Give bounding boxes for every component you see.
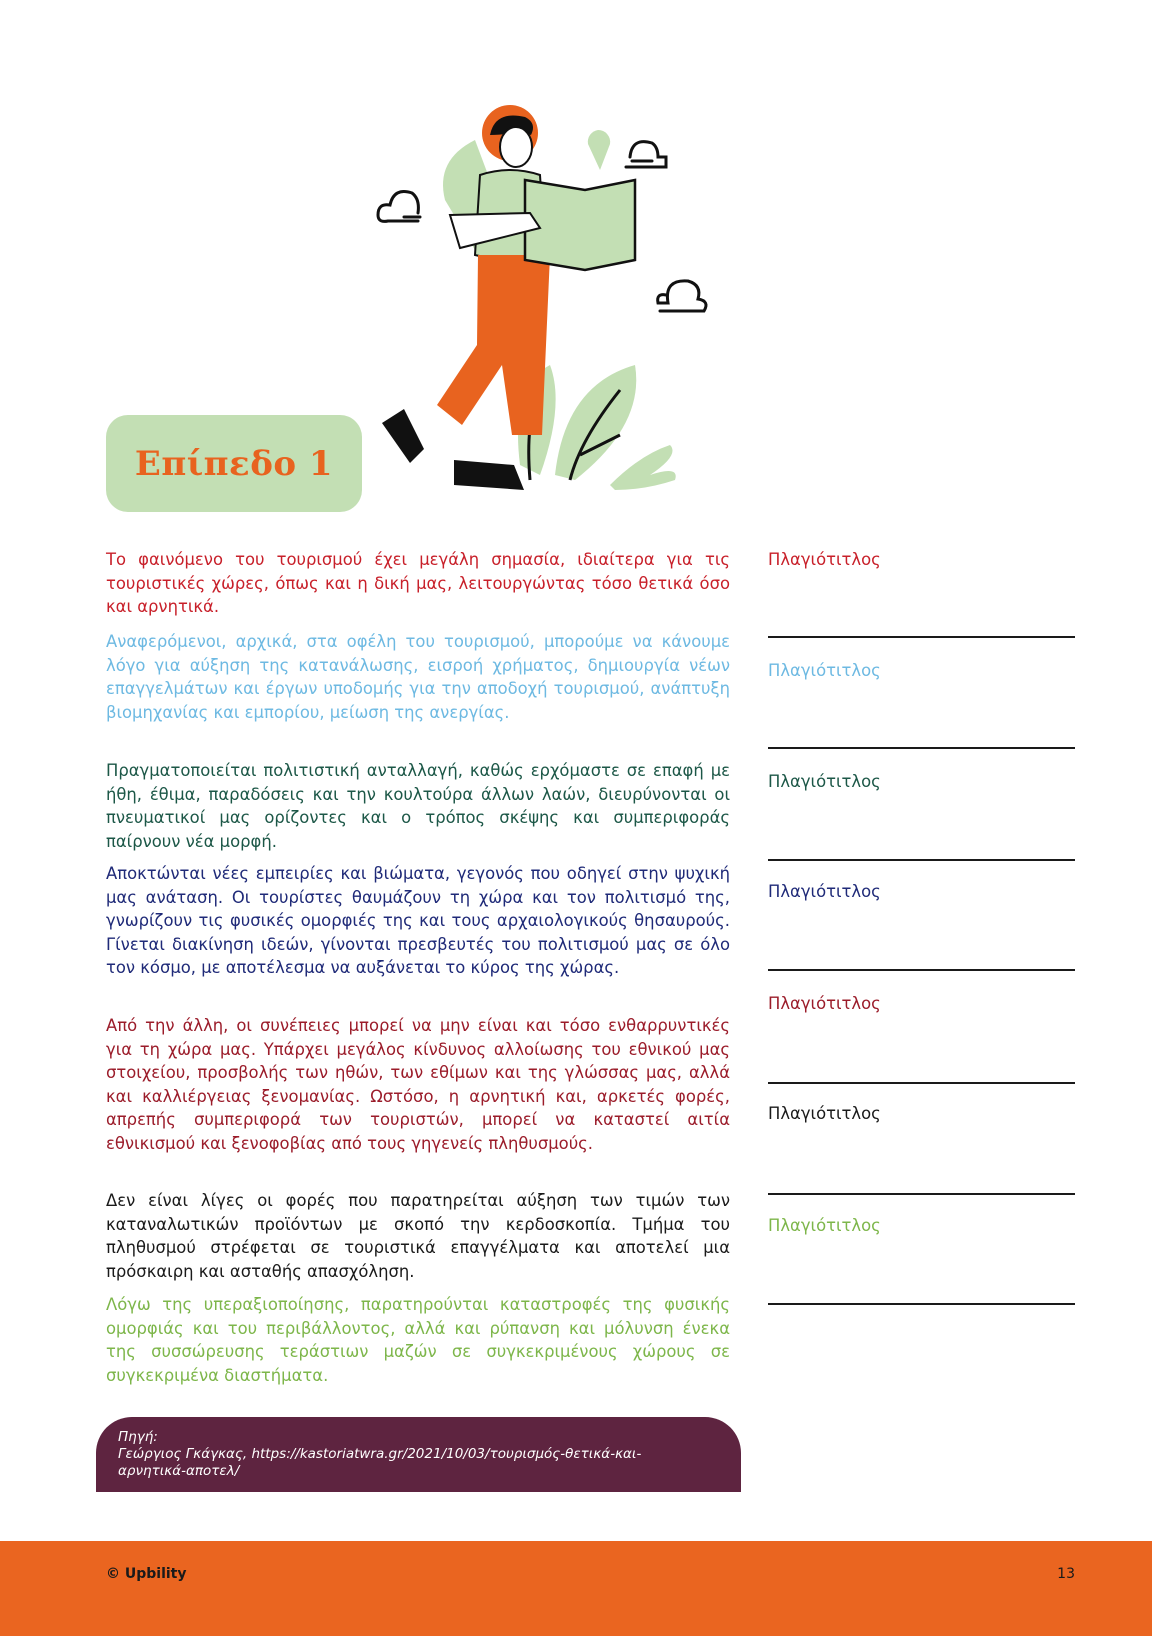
paragraph [106, 862, 730, 980]
sidebar-heading: Πλαγιότιτλος [768, 1216, 881, 1235]
paragraph-text: Αποκτώνται νέες εμπειρίες και βιώματα, γεγονός που οδηγεί στην ψυχική μας ανάταση. Οι τουρίστες θαυμάζουν τη χώρα και τον πολιτισμό της, γνωρίζουν τις φυσικές ομορφιές της και τους αρχαιολογικούς θησαυρούς. Γίνεται διακίνηση ιδεών, γίνονται πρεσβευτές του πολιτισμού μας σε όλο τον κόσμο, με αποτέλεσμα να αυξάνεται το κύρος της χώρας. [106, 864, 730, 978]
divider [768, 1193, 1075, 1195]
source-box [96, 1417, 741, 1492]
source-label: Πηγή: [118, 1429, 158, 1445]
paragraph [106, 548, 730, 619]
page-number: 13 [1057, 1566, 1075, 1582]
divider [768, 859, 1075, 861]
divider [768, 1303, 1075, 1305]
cloud-icon [626, 142, 666, 167]
sidebar-heading: Πλαγιότιτλος [768, 772, 881, 791]
divider [768, 1082, 1075, 1084]
paragraph [106, 630, 730, 724]
copyright: © Upbility [106, 1566, 187, 1582]
location-pin-icon [588, 130, 610, 170]
source-citation: Γεώργιος Γκάγκας, https://kastoriatwra.gr/2021/10/03/τουρισμός-θετικά-και- [118, 1446, 642, 1462]
paragraph [106, 1014, 730, 1156]
sidebar-heading: Πλαγιότιτλος [768, 661, 881, 680]
divider [768, 747, 1075, 749]
paragraph-text: Λόγω της υπεραξιοποίησης, παρατηρούνται καταστροφές της φυσικής ομορφιάς και του περιβάλλοντος, αλλά και ρύπανση και μόλυνση ένεκα της συσσώρευσης τεράστιων μαζών σε συγκεκριμένους χώρους σε συγκεκριμένα διαστήματα. [106, 1295, 730, 1385]
paragraph-text: Δεν είναι λίγες οι φορές που παρατηρείται αύξηση των τιμών των καταναλωτικών προϊόντων με σκοπό την κερδοσκοπία. Τμήμα του πληθυσμού στρέφεται σε τουριστικά επαγγέλματα και αποτελεί μια πρόσκαιρη και ασταθής απασχόληση. [106, 1191, 730, 1281]
paragraph [106, 759, 730, 853]
traveler-illustration [370, 105, 740, 525]
sidebar-heading: Πλαγιότιτλος [768, 1104, 881, 1123]
source-citation-cont: αρνητικά-αποτελ/ [118, 1463, 240, 1479]
divider [768, 636, 1075, 638]
paragraph-text: Αναφερόμενοι, αρχικά, στα οφέλη του τουρισμού, μπορούμε να κάνουμε λόγο για αύξηση της κατανάλωσης, εισροή χρήματος, δημιουργία νέων επαγγελμάτων και έργων υποδομής για την αποδοχή τουρισμού, ανάπτυξη βιομηχανίας και εμπορίου, μείωση της ανεργίας. [106, 632, 730, 722]
paragraph-text: Από την άλλη, οι συνέπειες μπορεί να μην είναι και τόσο ενθαρρυντικές για τη χώρα μας. Υπάρχει μεγάλος κίνδυνος αλλοίωσης του εθνικού μας στοιχείου, προσβολής των ηθών, των εθίμων και της γλώσσας μας, αλλά και καλλιέργειας ξενομανίας. Ωστόσο, η αρνητική και, αρκετές φορές, απρεπής συμπεριφορά των τουριστών, μπορεί να καταστεί αιτία εθνικισμού και ξενοφοβίας από τους γηγενείς πληθυσμούς. [106, 1016, 730, 1153]
paragraph-text: Πραγματοποιείται πολιτιστική ανταλλαγή, καθώς ερχόμαστε σε επαφή με ήθη, έθιμα, παραδόσεις και την κουλτούρα άλλων λαών, διευρύνονται οι πνευματικοί μας ορίζοντες και ο τρόπος σκέψης και συμπεριφοράς παίρνουν νέα μορφή. [106, 761, 730, 851]
paragraph [106, 1189, 730, 1283]
level-title: Επίπεδο 1 [134, 443, 334, 484]
cloud-icon [378, 192, 420, 222]
footer [0, 1541, 1152, 1636]
level-badge [106, 415, 362, 512]
cloud-icon [658, 281, 706, 311]
sidebar-heading: Πλαγιότιτλος [768, 882, 881, 901]
paragraph [106, 1293, 730, 1387]
sidebar-heading: Πλαγιότιτλος [768, 994, 881, 1013]
sidebar-heading: Πλαγιότιτλος [768, 550, 881, 569]
divider [768, 969, 1075, 971]
paragraph-text: Το φαινόμενο του τουρισμού έχει μεγάλη σημασία, ιδιαίτερα για τις τουριστικές χώρες, όπως και η δική μας, λειτουργώντας τόσο θετικά όσο και αρνητικά. [106, 550, 730, 617]
